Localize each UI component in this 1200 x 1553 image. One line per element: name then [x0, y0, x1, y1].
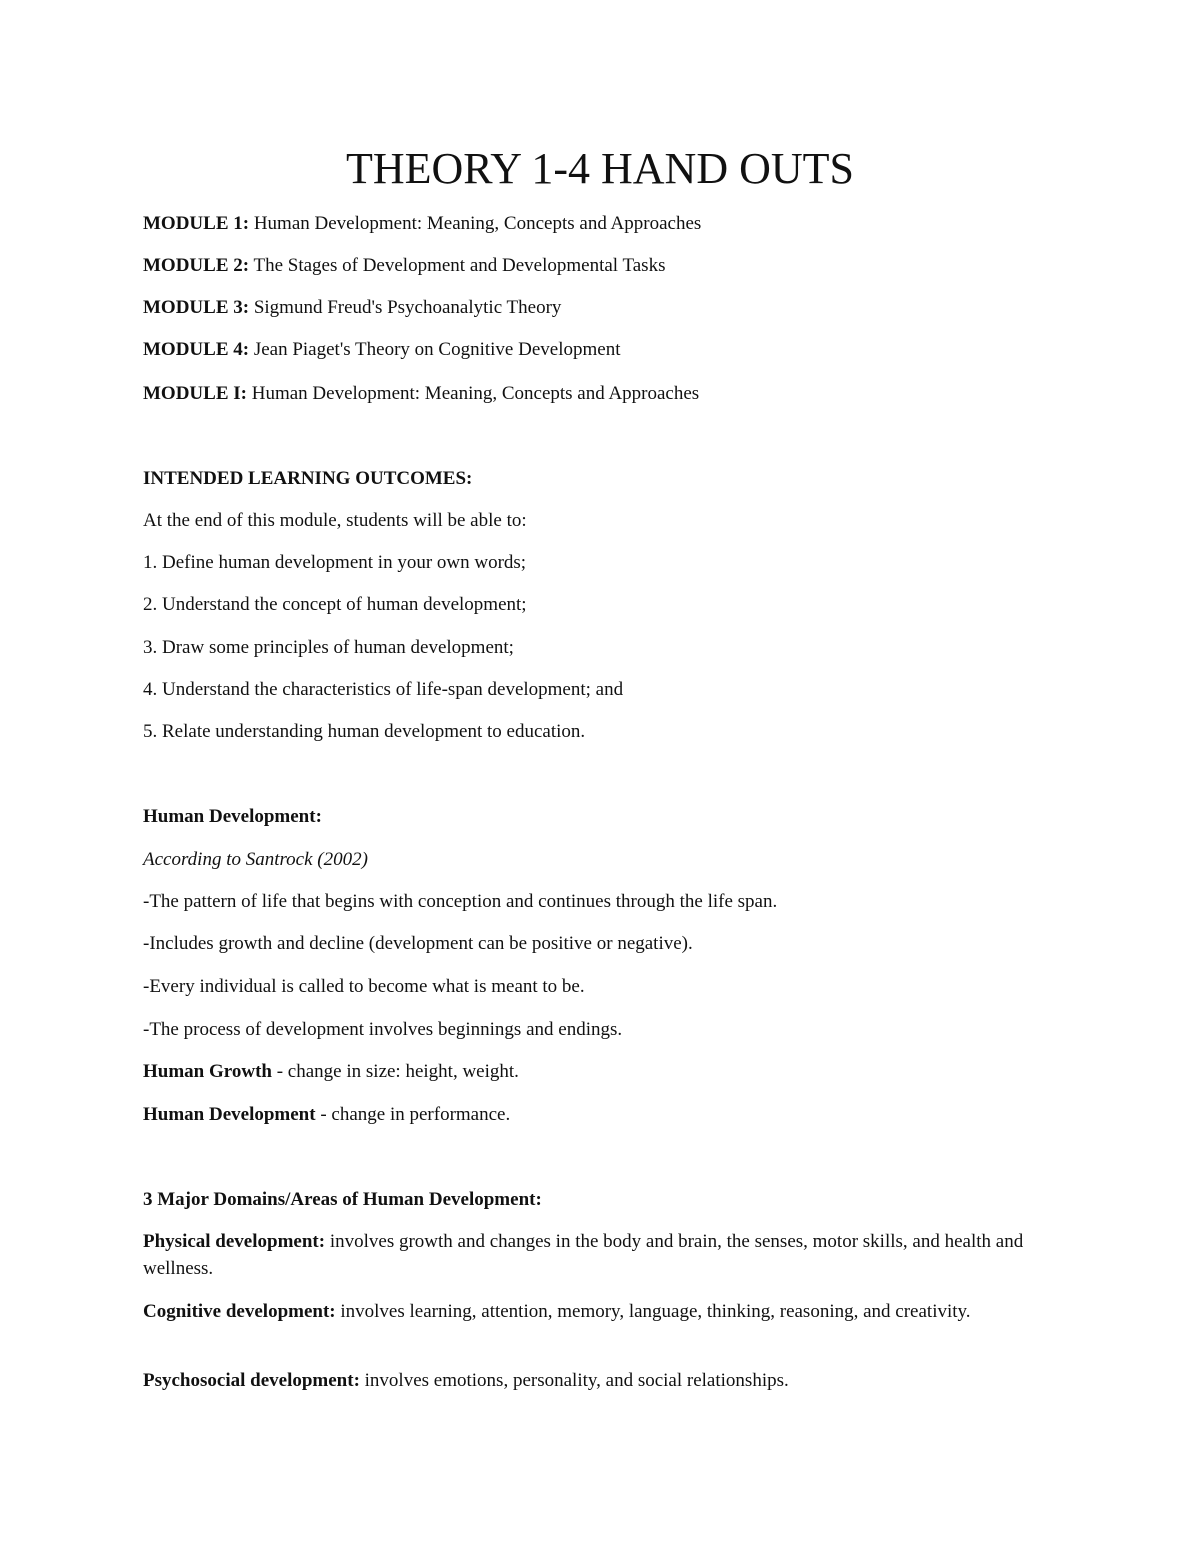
- definition-point: -Includes growth and decline (development can be positive or negative).: [143, 933, 693, 954]
- human-development-line: [143, 1101, 1058, 1128]
- human-growth-line: [143, 1058, 1058, 1085]
- module-2-text: The Stages of Development and Developmental Tasks: [249, 255, 666, 276]
- module-i-line: [143, 380, 1058, 407]
- module-3-label: MODULE 3:: [143, 297, 250, 318]
- outcome-item: 2. Understand the concept of human development;: [143, 594, 527, 615]
- outcomes-intro: At the end of this module, students will be able to:: [143, 510, 527, 531]
- module-3-text: Sigmund Freud's Psychoanalytic Theory: [249, 297, 562, 318]
- module-4-text: Jean Piaget's Theory on Cognitive Development: [249, 339, 621, 360]
- psychosocial-development-term: Psychosocial development:: [143, 1370, 360, 1391]
- module-3-line: [143, 294, 1058, 321]
- module-2-line: [143, 252, 1058, 279]
- physical-development-term: Physical development:: [143, 1231, 326, 1252]
- definition-point: -The process of development involves beginnings and endings.: [143, 1019, 623, 1040]
- module-1-text: Human Development: Meaning, Concepts and Approaches: [249, 213, 702, 234]
- physical-development-paragraph: [143, 1228, 1058, 1282]
- outcome-item: 1. Define human development in your own words;: [143, 552, 527, 573]
- cognitive-development-definition: involves learning, attention, memory, language, thinking, reasoning, and creativity.: [335, 1301, 971, 1322]
- outcomes-heading: INTENDED LEARNING OUTCOMES:: [143, 468, 473, 489]
- domains-heading: 3 Major Domains/Areas of Human Development:: [143, 1189, 542, 1210]
- human-development-definition: - change in performance.: [315, 1104, 511, 1125]
- module-2-label: MODULE 2:: [143, 255, 250, 276]
- outcome-item: 4. Understand the characteristics of life-span development; and: [143, 679, 624, 700]
- psychosocial-development-definition: involves emotions, personality, and social relationships.: [359, 1370, 789, 1391]
- human-development-term: Human Development: [143, 1104, 316, 1125]
- module-i-label: MODULE I:: [143, 383, 247, 404]
- page-title: THEORY 1-4 HAND OUTS: [345, 144, 855, 193]
- physical-development-definition: involves growth and changes in the body and brain, the senses, motor skills, and health and wellness.: [143, 1231, 1024, 1279]
- human-development-heading: Human Development:: [143, 806, 322, 827]
- human-growth-term: Human Growth: [143, 1061, 272, 1082]
- cognitive-development-term: Cognitive development:: [143, 1301, 336, 1322]
- outcome-item: 3. Draw some principles of human development;: [143, 637, 514, 658]
- module-4-line: [143, 336, 1058, 363]
- definition-point: -The pattern of life that begins with conception and continues through the life span.: [143, 891, 778, 912]
- human-growth-definition: - change in size: height, weight.: [271, 1061, 519, 1082]
- psychosocial-development-paragraph: [143, 1367, 1058, 1394]
- module-i-text: Human Development: Meaning, Concepts and Approaches: [246, 383, 700, 404]
- cognitive-development-paragraph: [143, 1298, 1058, 1325]
- source-citation: According to Santrock (2002): [143, 849, 368, 870]
- module-1-line: [143, 210, 1058, 237]
- module-1-label: MODULE 1:: [143, 213, 250, 234]
- outcome-item: 5. Relate understanding human development to education.: [143, 721, 586, 742]
- definition-point: -Every individual is called to become what is meant to be.: [143, 976, 585, 997]
- module-4-label: MODULE 4:: [143, 339, 250, 360]
